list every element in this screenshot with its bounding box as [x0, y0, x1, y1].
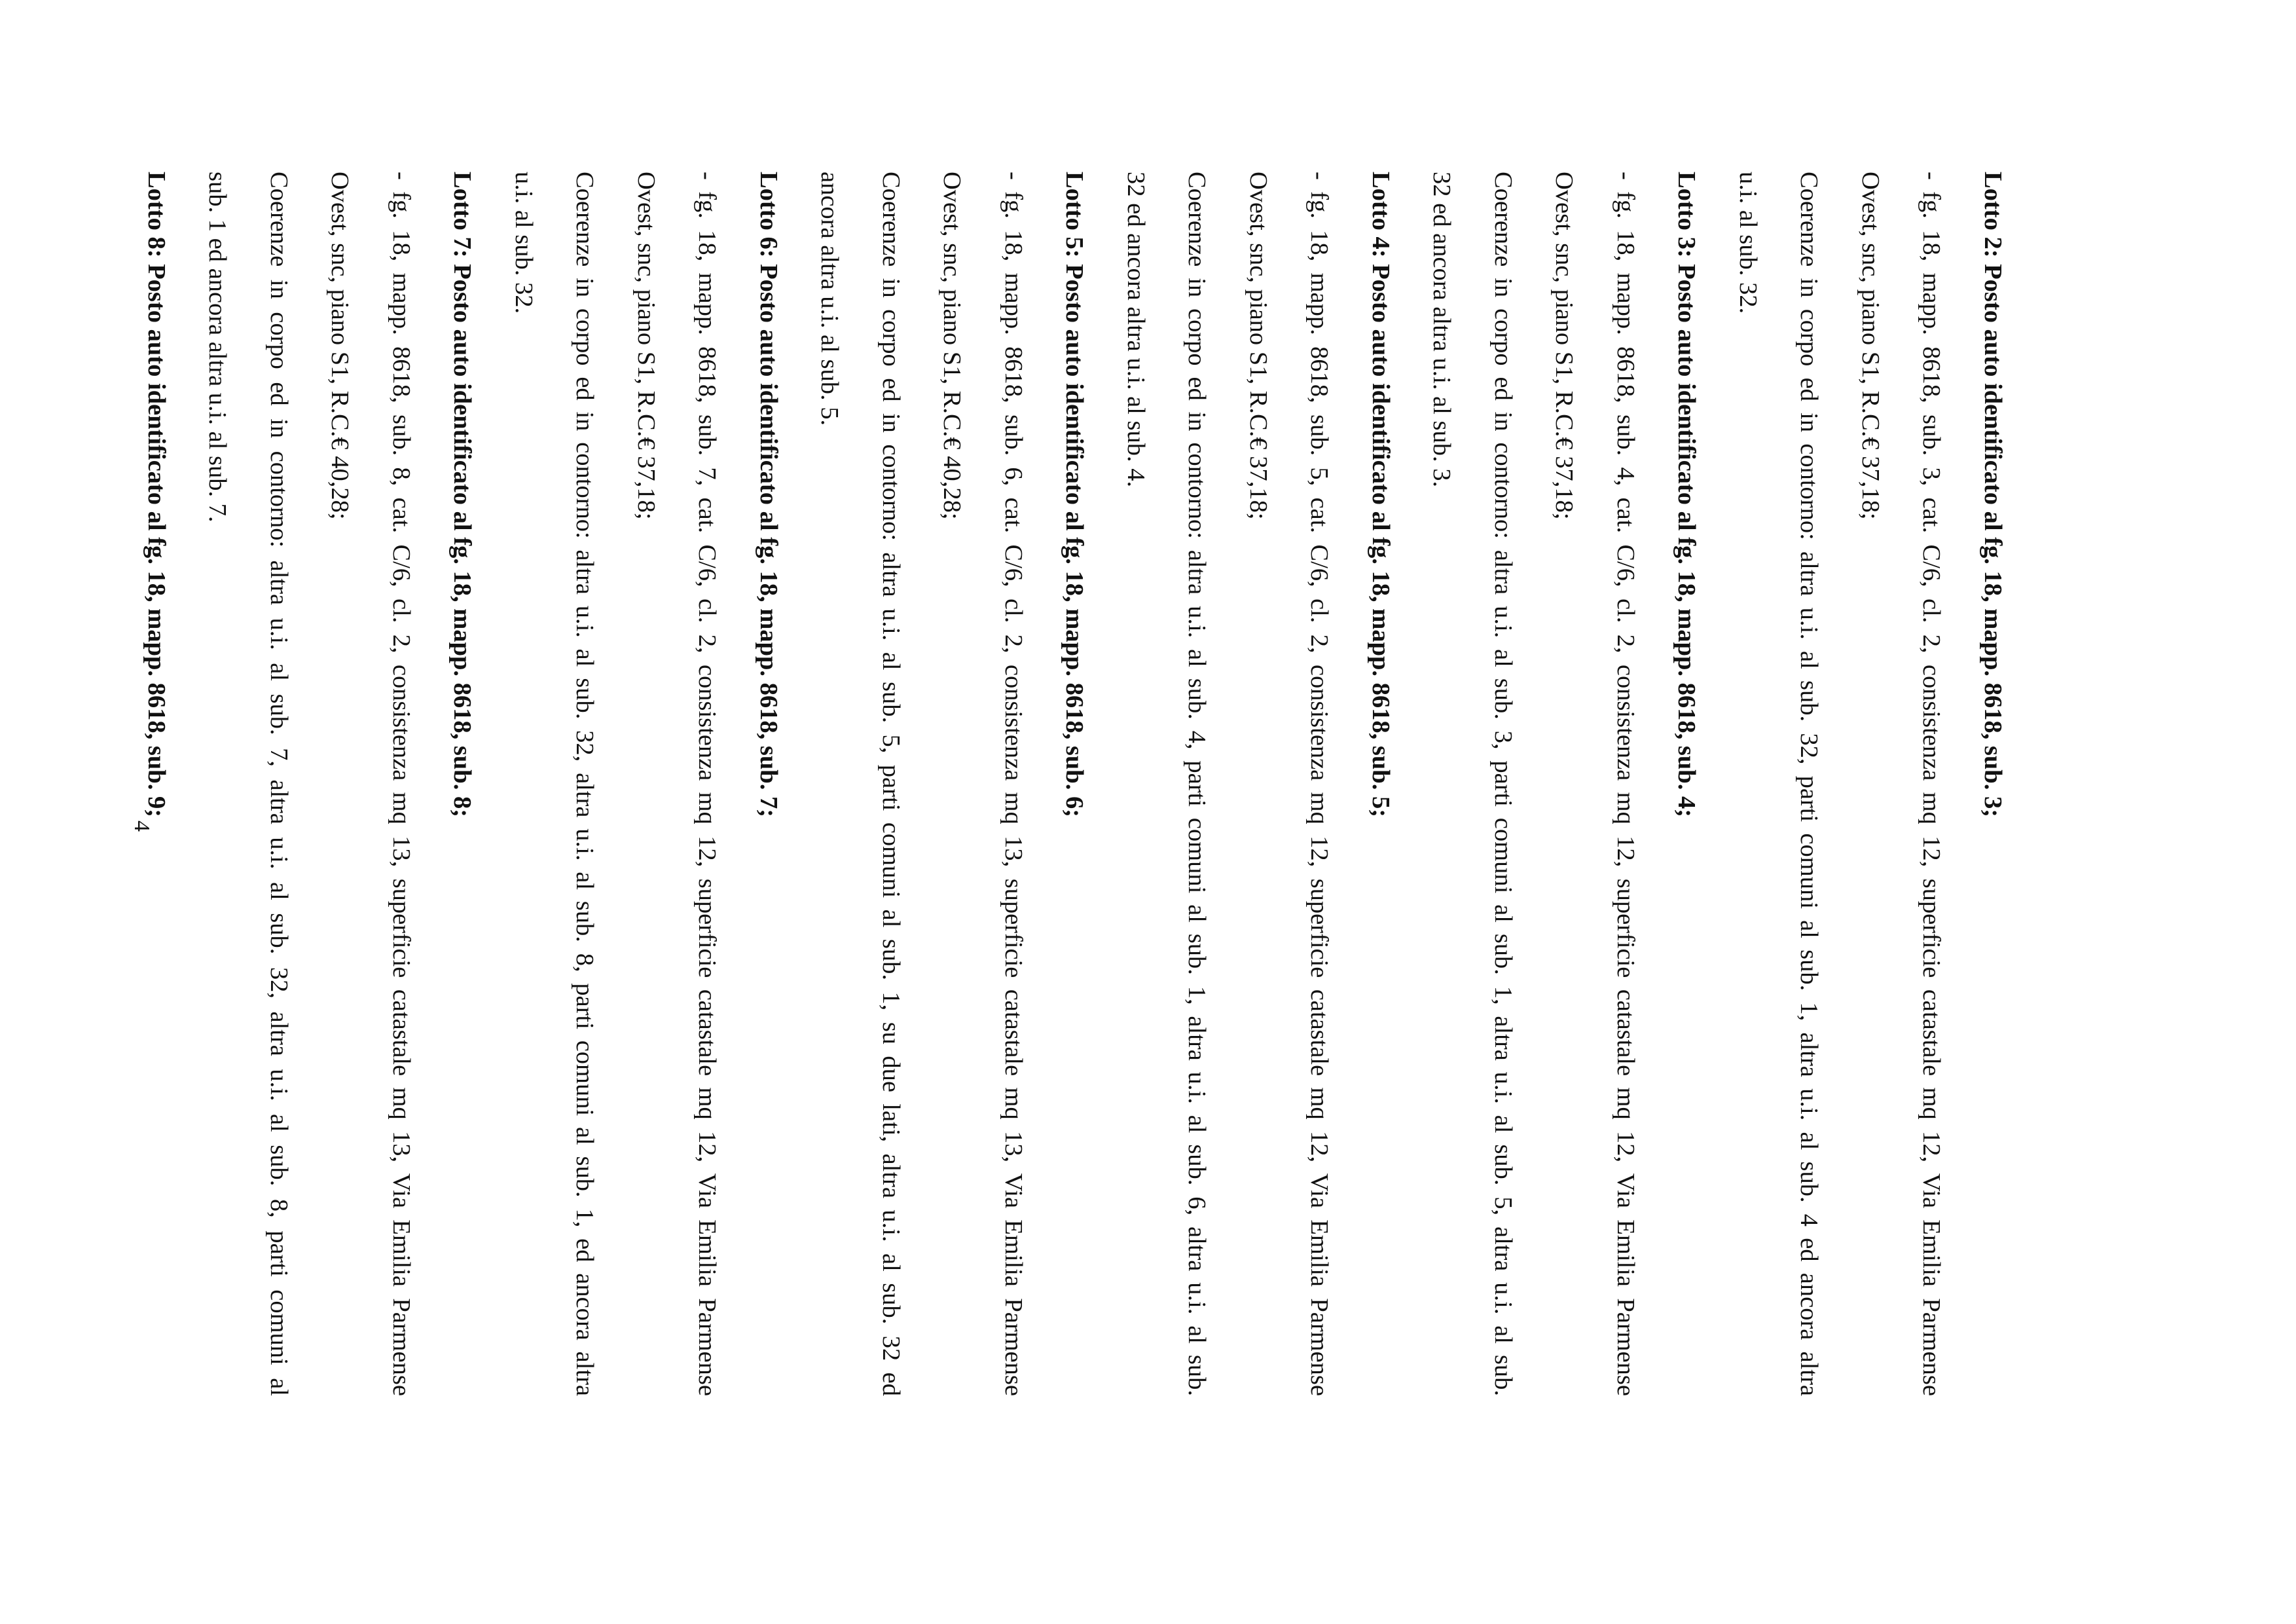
lotto-2-coerenze-continued: u.i. al sub. 32.: [1734, 172, 1762, 314]
lotto-2-heading: Lotto 2: Posto auto identificato al fg. 18, mapp. 8618, sub. 3;: [1979, 172, 2007, 818]
lotto-7-coerenze-continued: sub. 1 ed ancora altra u.i. al sub. 7.: [204, 172, 232, 523]
lotto-8-heading: Lotto 8: Posto auto identificato al fg. 18, mapp. 8618, sub. 9;: [143, 172, 170, 818]
lotto-7-description: - fg. 18, mapp. 8618, sub. 8, cat. C/6, cl. 2, consistenza mq 13, superficie catastale mq 13, Via Emilia Parmense: [388, 172, 415, 1396]
lotto-6-heading: Lotto 6: Posto auto identificato al fg. 18, mapp. 8618, sub. 7;: [755, 172, 782, 818]
lotto-6-address: Ovest, snc, piano S1, R.C.€ 37,18;: [632, 172, 660, 520]
lotto-6-coerenze-continued: u.i. al sub. 32.: [510, 172, 538, 314]
lotto-6-coerenze: Coerenze in corpo ed in contorno: altra u.i. al sub. 32, altra u.i. al sub. 8, parti comuni al sub. 1, ed ancora altra: [571, 172, 599, 1396]
lotto-6-description: - fg. 18, mapp. 8618, sub. 7, cat. C/6, cl. 2, consistenza mq 12, superficie catastale mq 12, Via Emilia Parmense: [693, 172, 721, 1396]
lotto-5-coerenze: Coerenze in corpo ed in contorno: altra u.i. al sub. 5, parti comuni al sub. 1, su due lati, altra u.i. al sub. 32 ed: [877, 172, 905, 1396]
lotto-5-description: - fg. 18, mapp. 8618, sub. 6, cat. C/6, cl. 2, consistenza mq 13, superficie catastale mq 13, Via Emilia Parmense: [1000, 172, 1027, 1396]
lotto-3-coerenze-continued: 32 ed ancora altra u.i. al sub. 3.: [1428, 172, 1456, 488]
lotto-3-address: Ovest, snc, piano S1, R.C.€ 37,18;: [1550, 172, 1578, 520]
lotto-4-heading: Lotto 4: Posto auto identificato al fg. 18, mapp. 8618, sub. 5;: [1367, 172, 1394, 818]
lotto-7-coerenze: Coerenze in corpo ed in contorno: altra u.i. al sub. 7, altra u.i. al sub. 32, altra u.i. al sub. 8, parti comuni al: [265, 172, 293, 1396]
lotto-3-heading: Lotto 3: Posto auto identificato al fg. 18, mapp. 8618, sub. 4;: [1673, 172, 1701, 818]
lotto-4-coerenze: Coerenze in corpo ed in contorno: altra u.i. al sub. 4, parti comuni al sub. 1, altra u.i. al sub. 6, altra u.i. al sub.: [1183, 172, 1211, 1396]
lotto-3-coerenze: Coerenze in corpo ed in contorno: altra u.i. al sub. 3, parti comuni al sub. 1, altra u.i. al sub. 5, altra u.i. al sub.: [1489, 172, 1517, 1396]
lotto-2-address: Ovest, snc, piano S1, R.C.€ 37,18;: [1857, 172, 1884, 520]
lotto-2-coerenze: Coerenze in corpo ed in contorno: altra u.i. al sub. 32, parti comuni al sub. 1, altra u.i. al sub. 4 ed ancora altra: [1795, 172, 1823, 1396]
lotto-7-address: Ovest, snc, piano S1, R.C.€ 40,28;: [326, 172, 354, 520]
lotto-5-address: Ovest, snc, piano S1, R.C.€ 40,28;: [938, 172, 966, 520]
lotto-5-coerenze-continued: ancora altra u.i. al sub. 5.: [816, 172, 844, 426]
lotto-4-coerenze-continued: 32 ed ancora altra u.i. al sub. 4.: [1122, 172, 1150, 488]
lotto-2-description: - fg. 18, mapp. 8618, sub. 3, cat. C/6, cl. 2, consistenza mq 12, superficie catastale mq 12, Via Emilia Parmense: [1918, 172, 1946, 1396]
page-number: 4: [130, 821, 154, 832]
document-body: [143, 172, 2023, 1396]
lotto-5-heading: Lotto 5: Posto auto identificato al fg. 18, mapp. 8618, sub. 6;: [1061, 172, 1089, 818]
lotto-4-address: Ovest, snc, piano S1, R.C.€ 37,18;: [1245, 172, 1272, 520]
lotto-3-description: - fg. 18, mapp. 8618, sub. 4, cat. C/6, cl. 2, consistenza mq 12, superficie catastale mq 12, Via Emilia Parmense: [1612, 172, 1639, 1396]
lotto-7-heading: Lotto 7: Posto auto identificato al fg. 18, mapp. 8618, sub. 8;: [448, 172, 477, 818]
lotto-4-description: - fg. 18, mapp. 8618, sub. 5, cat. C/6, cl. 2, consistenza mq 12, superficie catastale mq 12, Via Emilia Parmense: [1305, 172, 1334, 1396]
